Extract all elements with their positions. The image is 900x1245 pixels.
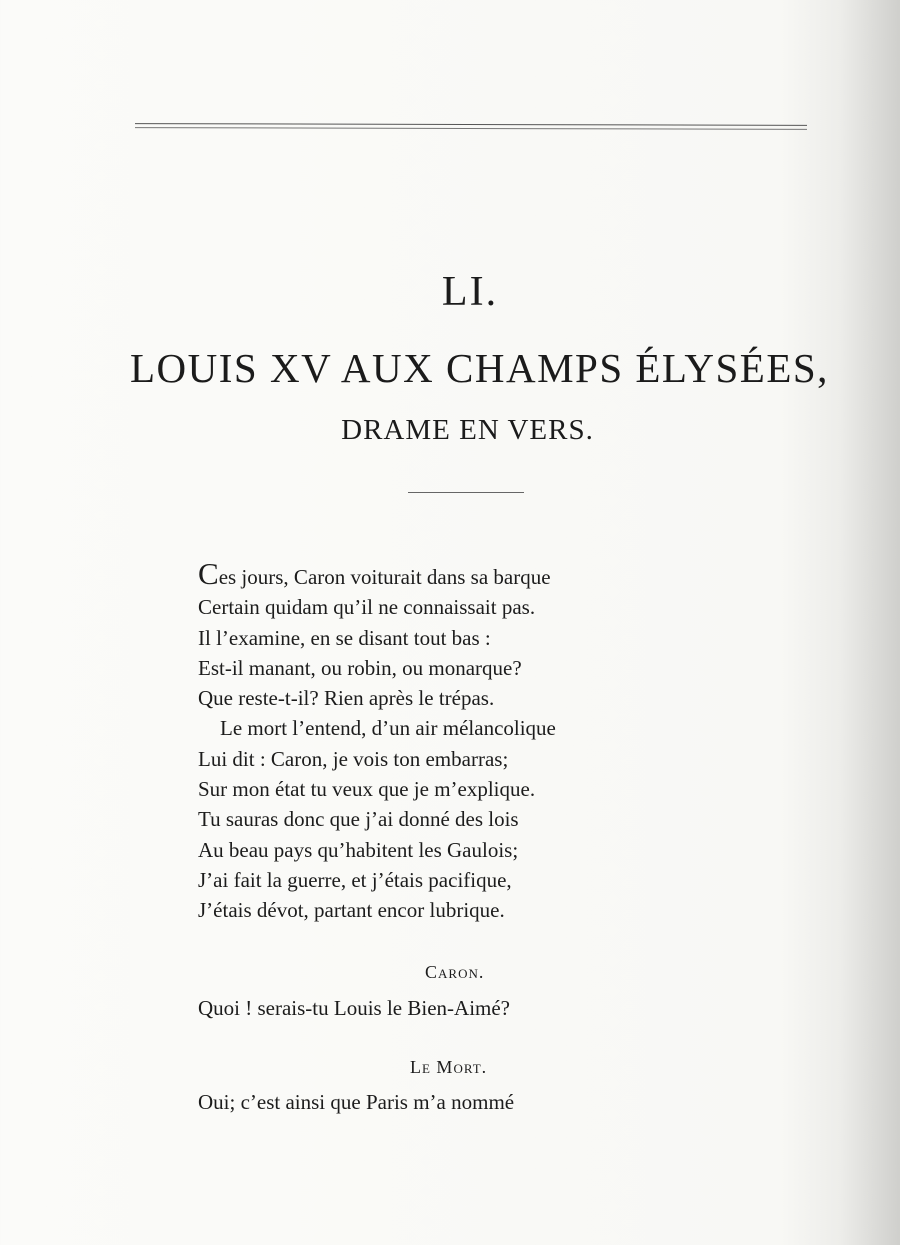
verse-block <box>198 556 718 926</box>
chapter-title: LOUIS XV AUX CHAMPS ÉLYSÉES, <box>130 345 829 391</box>
chapter-subtitle: DRAME EN VERS. <box>341 414 594 446</box>
verse-line-text: es jours, Caron voiturait dans sa barque <box>218 565 551 589</box>
verse-line: Le mort l’entend, d’un air mélancolique <box>220 716 556 741</box>
verse-line: Tu sauras donc que j’ai donné des lois <box>198 807 519 832</box>
verse-line: Certain quidam qu’il ne connaissait pas. <box>198 595 536 620</box>
verse-line: Que reste-t-il? Rien après le trépas. <box>198 686 495 711</box>
top-rule-line <box>135 127 807 130</box>
verse-line: Est-il manant, ou robin, ou monarque? <box>198 655 522 680</box>
drop-cap: C <box>198 556 219 591</box>
verse-line: Il l’examine, en se disant tout bas : <box>198 625 491 650</box>
speaker-le-mort: Le Mort. <box>410 1057 488 1077</box>
section-divider <box>408 492 524 493</box>
dialogue-line: Oui; c’est ainsi que Paris m’a nommé <box>198 1090 515 1114</box>
top-double-rule <box>135 124 807 132</box>
top-rule-line <box>135 123 807 126</box>
verse-line: J’ai fait la guerre, et j’étais pacifique, <box>198 867 512 892</box>
dialogue-line: Quoi ! serais-tu Louis le Bien-Aimé? <box>198 996 511 1020</box>
chapter-number: LI. <box>441 269 499 315</box>
verse-line: Lui dit : Caron, je vois ton embarras; <box>198 746 509 771</box>
verse-line: Au beau pays qu’habitent les Gaulois; <box>198 837 519 862</box>
verse-line: J’étais dévot, partant encor lubrique. <box>198 898 505 923</box>
speaker-caron: Caron. <box>425 962 485 982</box>
verse-line: Sur mon état tu veux que je m’explique. <box>198 777 536 802</box>
verse-line <box>198 556 718 592</box>
